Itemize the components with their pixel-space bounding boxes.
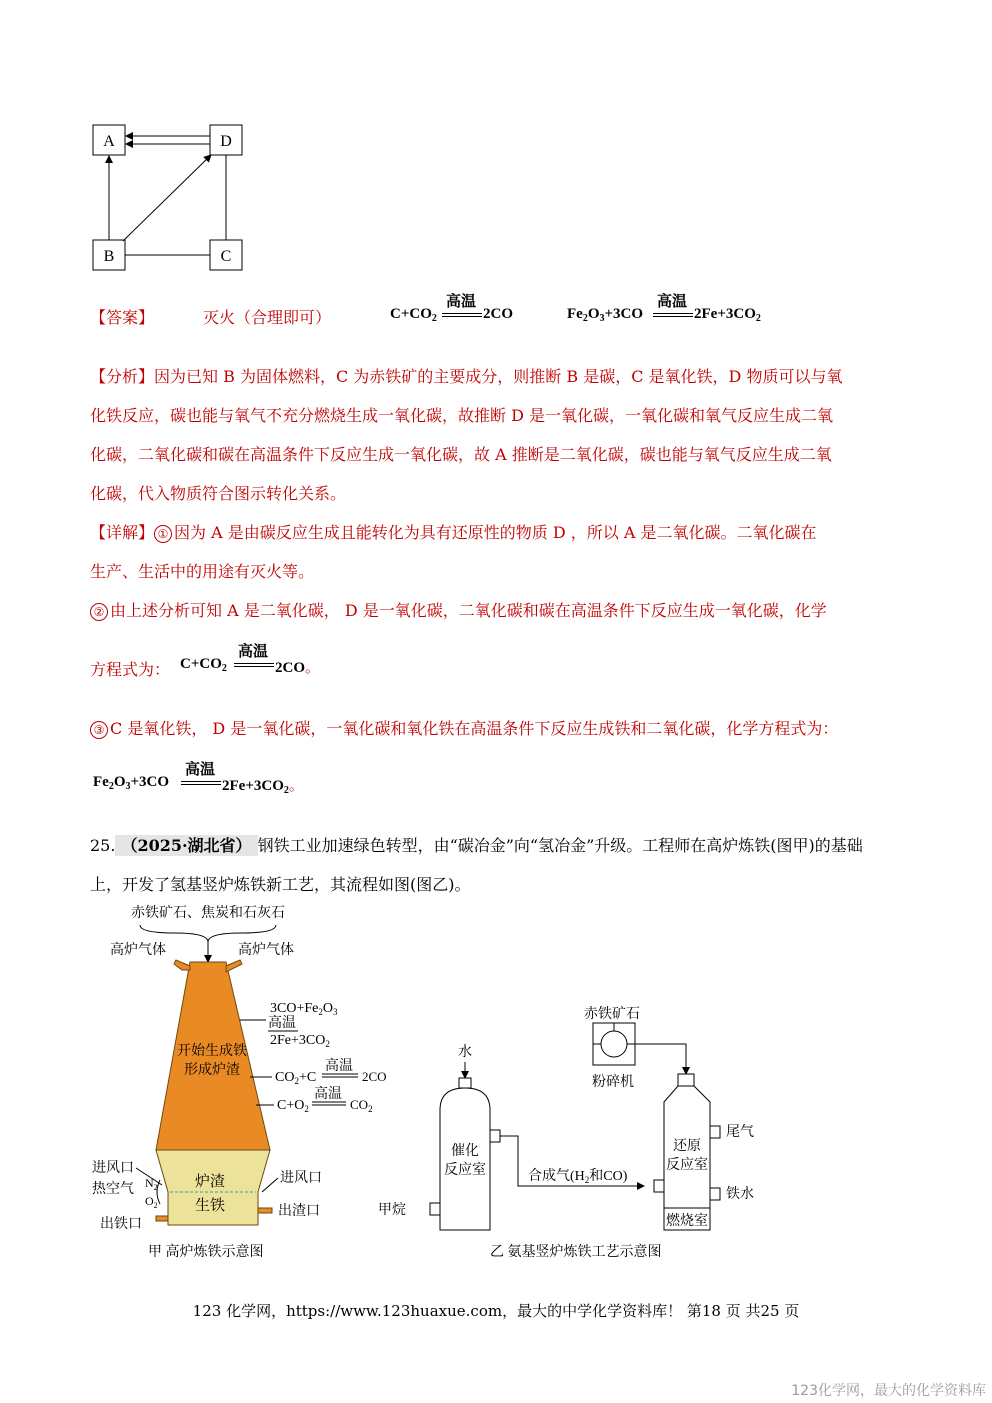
slag-label: 炉渣 <box>194 1174 226 1190</box>
crusher-label: 粉碎机 <box>592 1075 634 1090</box>
node-c <box>210 240 242 270</box>
inlet-right-label: 进风口 <box>280 1171 322 1186</box>
eq2-sub-a: 2 <box>582 313 588 324</box>
reaction-1-reactants: $3CO+Fe_2O_3$ <box>270 1001 338 1017</box>
analysis-text-1: 因为已知 B 为固体燃料，C 为赤铁矿的主要成分，则推断 B 是碳，C 是氧化铁，D 物质可以与氧 <box>154 367 843 386</box>
node-d-label: D <box>220 133 232 150</box>
detail-text-1: 因为 A 是由碳反应生成且能转化为具有还原性的物质 D ，所以 A 是二氧化碳。二氧化碳在 <box>174 523 817 542</box>
answer-text: 灭火（合理即可） <box>203 308 332 327</box>
syngas-label: 合成气($H_2$和CO) <box>528 1169 628 1185</box>
feed-label: 赤铁矿石、焦炭和石灰石 <box>131 906 285 921</box>
eq1-left-sub: 2 <box>431 313 437 324</box>
o2-label: $O_2$ <box>145 1194 158 1210</box>
d-eq1-right: 2CO <box>275 660 305 676</box>
detail-line-3 <box>90 598 827 621</box>
eq2-fe: Fe <box>567 306 583 322</box>
answer-label: 【答案】 <box>90 308 155 327</box>
iron-outlet-label: 出铁口 <box>100 1217 142 1232</box>
eq1-right: 2CO <box>483 306 513 322</box>
water-inlet <box>459 1078 471 1088</box>
inlet-right-pointer <box>262 1178 278 1192</box>
gas-right-label: 高炉气体 <box>238 943 294 958</box>
answer-equation-2 <box>567 290 787 328</box>
reaction-2-condition: 高温 <box>325 1059 353 1074</box>
figure-jia-caption: 甲 高炉炼铁示意图 <box>148 1245 264 1260</box>
feed-brace <box>140 925 276 942</box>
node-a <box>93 125 125 155</box>
eq1-condition: 高温 <box>446 294 477 310</box>
eq2-o: O <box>587 306 600 322</box>
reaction-3-reactants: $C+O_2$ <box>277 1098 309 1114</box>
circled-2: ② <box>90 603 108 621</box>
question-text-1: 钢铁工业加速绿色转型，由“碳冶金”向“氢冶金”升级。工程师在高炉炼铁(图甲)的基础 <box>257 836 863 855</box>
node-b-label: B <box>103 248 115 265</box>
transformation-diagram <box>85 115 255 280</box>
syngas-inlet <box>654 1180 664 1192</box>
reaction-2-reactants: $CO_2+C$ <box>275 1070 317 1086</box>
detail-text-3: 由上述分析可知 A 是二氧化碳， D 是一氧化碳，二氧化碳和碳在高温条件下反应生成一氧化碳，化学 <box>110 601 827 620</box>
arrow-b-to-d <box>123 155 211 241</box>
eq2-right: 2Fe+3CO <box>694 306 756 322</box>
zone-slag-forming: 形成炉渣 <box>184 1063 240 1078</box>
gas-outlet-left <box>174 960 190 970</box>
detail-line-1 <box>90 520 816 543</box>
reduction-top-inlet <box>678 1074 694 1086</box>
iron-outlet-pipe <box>156 1216 168 1221</box>
d-eq2-condition: 高温 <box>185 762 216 778</box>
crusher-wheel <box>601 1031 627 1057</box>
node-b <box>93 240 125 270</box>
circled-3: ③ <box>90 721 108 739</box>
methane-inlet <box>430 1203 440 1215</box>
analysis-line-4: 化碳，代入物质符合图示转化关系。 <box>90 484 347 503</box>
d-eq2-right-sub: 2 <box>283 785 289 796</box>
catalytic-reactor <box>440 1088 490 1230</box>
reduction-label-2: 反应室 <box>666 1158 708 1173</box>
reaction-1-condition: 高温 <box>268 1016 296 1031</box>
combustion-label: 燃烧室 <box>666 1214 708 1229</box>
reaction-3-products: $CO_2$ <box>350 1097 373 1114</box>
reaction-1-products: $2Fe+3CO_2$ <box>270 1033 330 1049</box>
page-footer: 123 化学网，https://www.123huaxue.com，最大的中学化学资料库！ 第18 页 共25 页 <box>192 1302 800 1320</box>
d-eq2-sub-b: 3 <box>125 781 131 792</box>
d-eq1-condition: 高温 <box>238 644 269 660</box>
detail-line-5 <box>90 716 838 739</box>
gas-left-label: 高炉气体 <box>110 943 166 958</box>
d-eq2-3co: +3CO <box>130 774 170 790</box>
eq2-right-sub: 2 <box>755 313 761 324</box>
catalytic-label-1: 催化 <box>451 1144 479 1159</box>
blast-furnace-figure <box>90 900 420 1270</box>
syngas-outlet <box>490 1130 500 1142</box>
detail-label: 【详解】 <box>90 523 155 542</box>
hot-air-label: 热空气 <box>92 1182 134 1197</box>
figure-yi-caption: 乙 氨基竖炉炼铁工艺示意图 <box>490 1245 662 1260</box>
d-eq1-end: 。 <box>305 660 321 676</box>
d-eq2-sub-a: 2 <box>108 781 114 792</box>
d-eq2-o: O <box>113 774 126 790</box>
reaction-3-condition: 高温 <box>314 1087 342 1102</box>
catalytic-label-2: 反应室 <box>444 1163 486 1178</box>
gas-outlet-right <box>226 960 242 972</box>
molten-iron-label: 铁水 <box>726 1187 754 1202</box>
circled-1: ① <box>154 525 172 543</box>
eq2-condition: 高温 <box>657 294 688 310</box>
ore-feed-pipe <box>635 1044 686 1074</box>
detail-text-5: C 是氧化铁， D 是一氧化碳，一氧化碳和氧化铁在高温条件下反应生成铁和二氧化碳，化学方程式为： <box>110 719 839 738</box>
detail-line-4: 方程式为： <box>90 660 171 679</box>
question-25-line-2: 上，开发了氢基竖炉炼铁新工艺，其流程如图(图乙)。 <box>90 875 471 894</box>
detail-line-2: 生产、生活中的用途有灭火等。 <box>90 562 315 581</box>
d-eq2-end: 。 <box>288 778 304 794</box>
reaction-2-products: 2CO <box>362 1069 387 1084</box>
detail-equation-2 <box>93 758 333 796</box>
node-d <box>210 125 242 155</box>
slag-outlet-label: 出渣口 <box>278 1204 320 1219</box>
shaft-furnace-figure <box>378 990 820 1270</box>
node-c-label: C <box>220 248 232 265</box>
eq1-left: C+CO <box>390 306 432 322</box>
node-a-label: A <box>103 133 115 150</box>
watermark: 123化学网，最大的化学资料库 <box>791 1383 986 1399</box>
d-eq2-right: 2Fe+3CO <box>222 778 284 794</box>
molten-iron-outlet <box>710 1188 720 1200</box>
question-25-line-1 <box>90 833 863 856</box>
question-source-tag: （2025·湖北省） <box>115 835 257 856</box>
water-label: 水 <box>458 1045 472 1060</box>
reduction-label-1: 还原 <box>673 1139 701 1154</box>
detail-equation-1 <box>180 640 330 678</box>
iron-label: 生铁 <box>194 1198 226 1214</box>
slag-outlet-pipe <box>258 1208 272 1213</box>
analysis-line-2: 化铁反应，碳也能与氧气不充分燃烧生成一氧化碳，故推断 D 是一氧化碳，一氧化碳和氧气反应生成二氧 <box>90 406 834 425</box>
d-eq1-sub: 2 <box>221 663 227 674</box>
d-eq1-left: C+CO <box>180 656 222 672</box>
tail-gas-outlet <box>710 1126 720 1138</box>
ore-label: 赤铁矿石 <box>584 1007 640 1022</box>
analysis-line-3: 化碳，二氧化碳和碳在高温条件下反应生成一氧化碳，故 A 推断是二氧化碳，碳也能与氧气反应生成二氧 <box>90 445 832 464</box>
answer-equation-1 <box>390 290 530 328</box>
tail-gas-label: 尾气 <box>726 1125 754 1140</box>
inlet-left-label: 进风口 <box>92 1161 134 1176</box>
eq2-sub-b: 3 <box>599 313 605 324</box>
analysis-line-1 <box>90 364 842 387</box>
analysis-label: 【分析】 <box>90 367 155 386</box>
zone-iron-forming: 开始生成铁 <box>177 1044 247 1059</box>
question-number: 25. <box>90 836 116 855</box>
eq2-3co: +3CO <box>604 306 644 322</box>
n2-label: $N_2$ <box>145 1176 158 1192</box>
d-eq2-fe: Fe <box>93 774 109 790</box>
methane-label: 甲烷 <box>378 1203 406 1218</box>
